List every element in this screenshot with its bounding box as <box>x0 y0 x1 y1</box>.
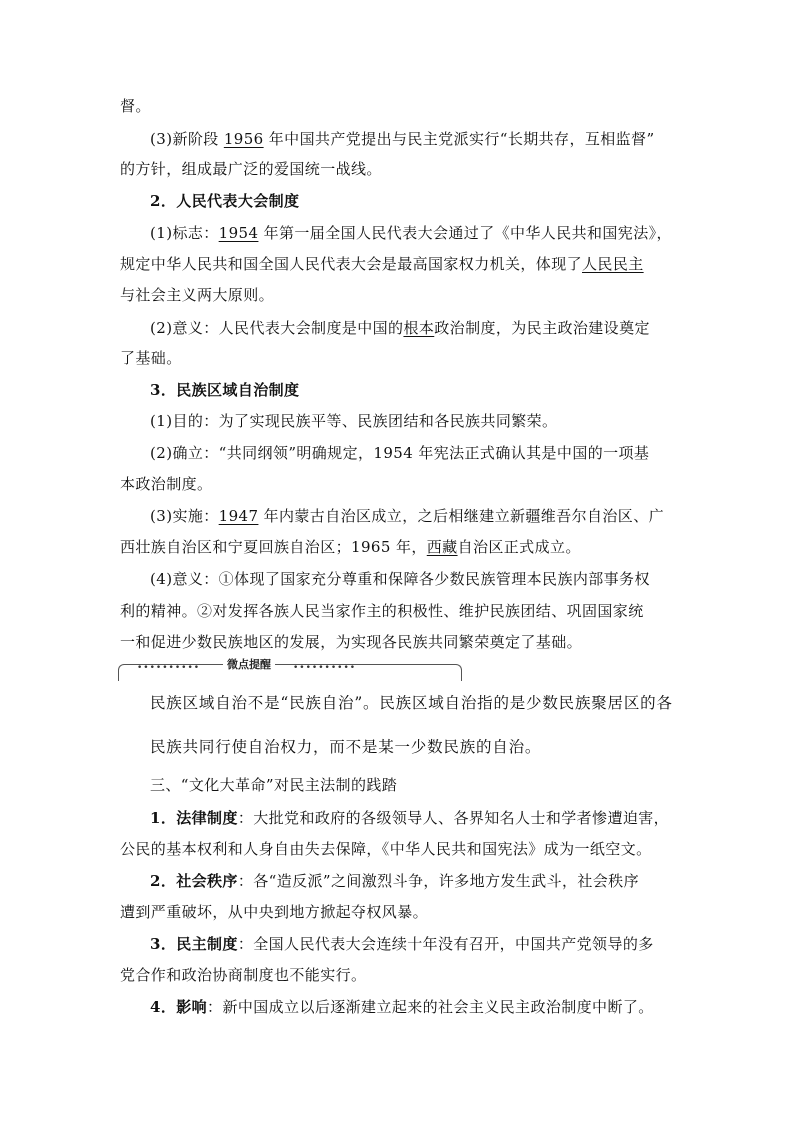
text-line: (4)意义：①体现了国家充分尊重和保障各少数民族管理本民族内部事务权 <box>150 570 650 588</box>
section-title: 三、“文化大革命”对民主法制的践踏 <box>150 776 398 794</box>
text-line: (2)意义：人民代表大会制度是中国的根本政治制度，为民主政治建设奠定 <box>150 319 650 337</box>
underlined-term: 人民民主 <box>582 255 644 273</box>
text-line: 遭到严重破坏，从中央到地方掀起夺权风暴。 <box>120 903 429 921</box>
tip-text: 民族区域自治不是“民族自治”。民族区域自治指的是少数民族聚居区的各 <box>150 694 673 712</box>
tip-frame <box>118 658 462 681</box>
text-line: (1)目的：为了实现民族平等、民族团结和各民族共同繁荣。 <box>150 412 558 430</box>
text-line: 3．民主制度：全国人民代表大会连续十年没有召开，中国共产党领导的多 <box>150 935 654 953</box>
tip-label: 微点提醒 <box>223 656 275 672</box>
text-line: 与社会主义两大原则。 <box>120 286 275 304</box>
text-line: 规定中华人民共和国全国人民代表大会是最高国家权力机关，体现了人民民主 <box>120 255 644 273</box>
tip-dots-right: •••••••••• <box>293 663 357 673</box>
text-line: 的方针，组成最广泛的爱国统一战线。 <box>120 160 382 178</box>
text-line: 公民的基本权利和人身自由失去保障，《中华人民共和国宪法》成为一纸空文。 <box>120 840 652 858</box>
text-line: 督。 <box>120 97 151 115</box>
underlined-year: 1947 <box>218 507 259 525</box>
text-line: 一和促进少数民族地区的发展，为实现各民族共同繁荣奠定了基础。 <box>120 633 583 651</box>
text-line: 2．社会秩序：各“造反派”之间激烈斗争，许多地方发生武斗，社会秩序 <box>150 872 639 890</box>
text-line: (3)新阶段 1956 年中国共产党提出与民主党派实行“长期共存，互相监督” <box>150 130 655 148</box>
underlined-year: 1956 <box>223 130 264 148</box>
text-line: 1．法律制度：大批党和政府的各级领导人、各界知名人士和学者惨遭迫害， <box>150 809 670 827</box>
underlined-year: 1954 <box>218 224 259 242</box>
text-line: (2)确立：“共同纲领”明确规定，1954 年宪法正式确认其是中国的一项基 <box>150 444 650 462</box>
text-line: 党合作和政治协商制度也不能实行。 <box>120 966 367 984</box>
section-heading: 3．民族区域自治制度 <box>150 381 300 399</box>
text-line: 了基础。 <box>120 349 182 367</box>
underlined-term: 根本 <box>403 319 435 337</box>
section-heading: 2．人民代表大会制度 <box>150 192 300 210</box>
text-line: 西壮族自治区和宁夏回族自治区；1965 年，西藏自治区正式成立。 <box>120 538 581 556</box>
text-line: 4．影响：新中国成立以后逐渐建立起来的社会主义民主政治制度中断了。 <box>150 998 654 1016</box>
text-line: 本政治制度。 <box>120 475 213 493</box>
text-line: (1)标志：1954 年第一届全国人民代表大会通过了《中华人民共和国宪法》， <box>150 224 672 242</box>
text-line: (3)实施：1947 年内蒙古自治区成立，之后相继建立新疆维吾尔自治区、广 <box>150 507 665 525</box>
tip-dots-left: •••••••••• <box>137 663 201 673</box>
text-line: 利的精神。②对发挥各族人民当家作主的积极性、维护民族团结、巩固国家统 <box>120 602 644 620</box>
tip-text: 民族共同行使自治权力，而不是某一少数民族的自治。 <box>150 738 542 756</box>
underlined-term: 西藏 <box>426 538 458 556</box>
